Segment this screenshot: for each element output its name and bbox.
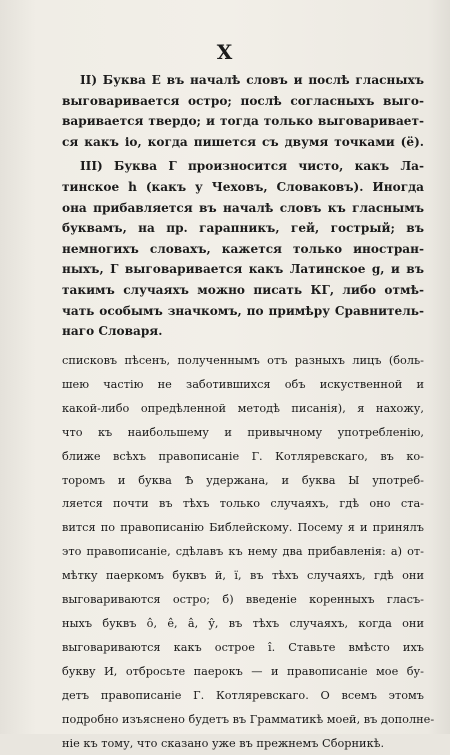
text-line: она прибавляется въ началѣ словъ къ гласнымъ <box>62 198 424 219</box>
upper-section <box>62 70 424 346</box>
text-line: немногихъ словахъ, кажется только иностран- <box>62 239 424 260</box>
text-line: мѣтку паеркомъ буквъ й, ї, въ тѣхъ случаяхъ, гдѣ они <box>62 564 424 588</box>
page-number: X <box>0 40 450 64</box>
text-line: тинское h (какъ у Чеховъ, Словаковъ). Иногда <box>62 177 424 198</box>
text-line: списковъ пѣсенъ, полученнымъ отъ разныхъ лицъ (боль- <box>62 349 424 373</box>
text-line: выговаривается остро; послѣ согласныхъ выго- <box>62 91 424 112</box>
text-line: что къ наибольшему и привычному употребленію, <box>62 421 424 445</box>
text-line: какой-либо опредѣленной методѣ писанія), я нахожу, <box>62 397 424 421</box>
lower-section <box>62 349 424 755</box>
text-line: такимъ случаяхъ можно писать КГ, либо отмѣ- <box>62 280 424 301</box>
text-line: II) Буква Е въ началѣ словъ и послѣ гласныхъ <box>62 70 424 91</box>
text-line: варивается твердо; и тогда только выговаривает- <box>62 111 424 132</box>
text-line: вится по правописанію Библейскому. Посему я и принялъ <box>62 516 424 540</box>
text-line: ся какъ іо, когда пишется съ двумя точками (ё). <box>62 132 424 153</box>
text-line: торомъ и буква Ѣ удержана, и буква Ы употреб- <box>62 469 424 493</box>
text-line: ближе всѣхъ правописаніе Г. Котляревскаго, въ ко- <box>62 445 424 469</box>
text-line: подробно изъяснено будетъ въ Грамматикѣ моей, въ дополне- <box>62 708 424 732</box>
text-line: шею частію не заботившихся объ искуственной и <box>62 373 424 397</box>
text-line: чать особымъ значкомъ, по примѣру Сравнитель- <box>62 301 424 322</box>
text-line: III) Буква Г произносится чисто, какъ Ла- <box>62 156 424 177</box>
text-line: ніе къ тому, что сказано уже въ прежнемъ Сборникѣ. <box>62 732 424 755</box>
text-line: ляется почти въ тѣхъ только случаяхъ, гдѣ оно ста- <box>62 492 424 516</box>
text-line: ныхъ буквъ ô, ê, â, ŷ, въ тѣхъ случаяхъ, когда они <box>62 612 424 636</box>
text-line: выговариваются какъ острое î. Ставьте вмѣсто ихъ <box>62 636 424 660</box>
paragraph-letter-e <box>62 70 424 152</box>
paragraph-letter-g <box>62 156 424 341</box>
text-line: наго Словаря. <box>62 321 424 342</box>
text-line: буквамъ, на пр. гарапникъ, гей, гострый; въ <box>62 218 424 239</box>
text-line: ныхъ, Г выговаривается какъ Латинское g, и въ <box>62 259 424 280</box>
text-line: это правописаніе, сдѣлавъ къ нему два прибавленія: а) от- <box>62 540 424 564</box>
text-line: выговариваются остро; б) введеніе коренныхъ гласъ- <box>62 588 424 612</box>
text-line: детъ правописаніе Г. Котляревскаго. О всемъ этомъ <box>62 684 424 708</box>
text-line: букву И, отбросьте паерокъ — и правописаніе мое бу- <box>62 660 424 684</box>
